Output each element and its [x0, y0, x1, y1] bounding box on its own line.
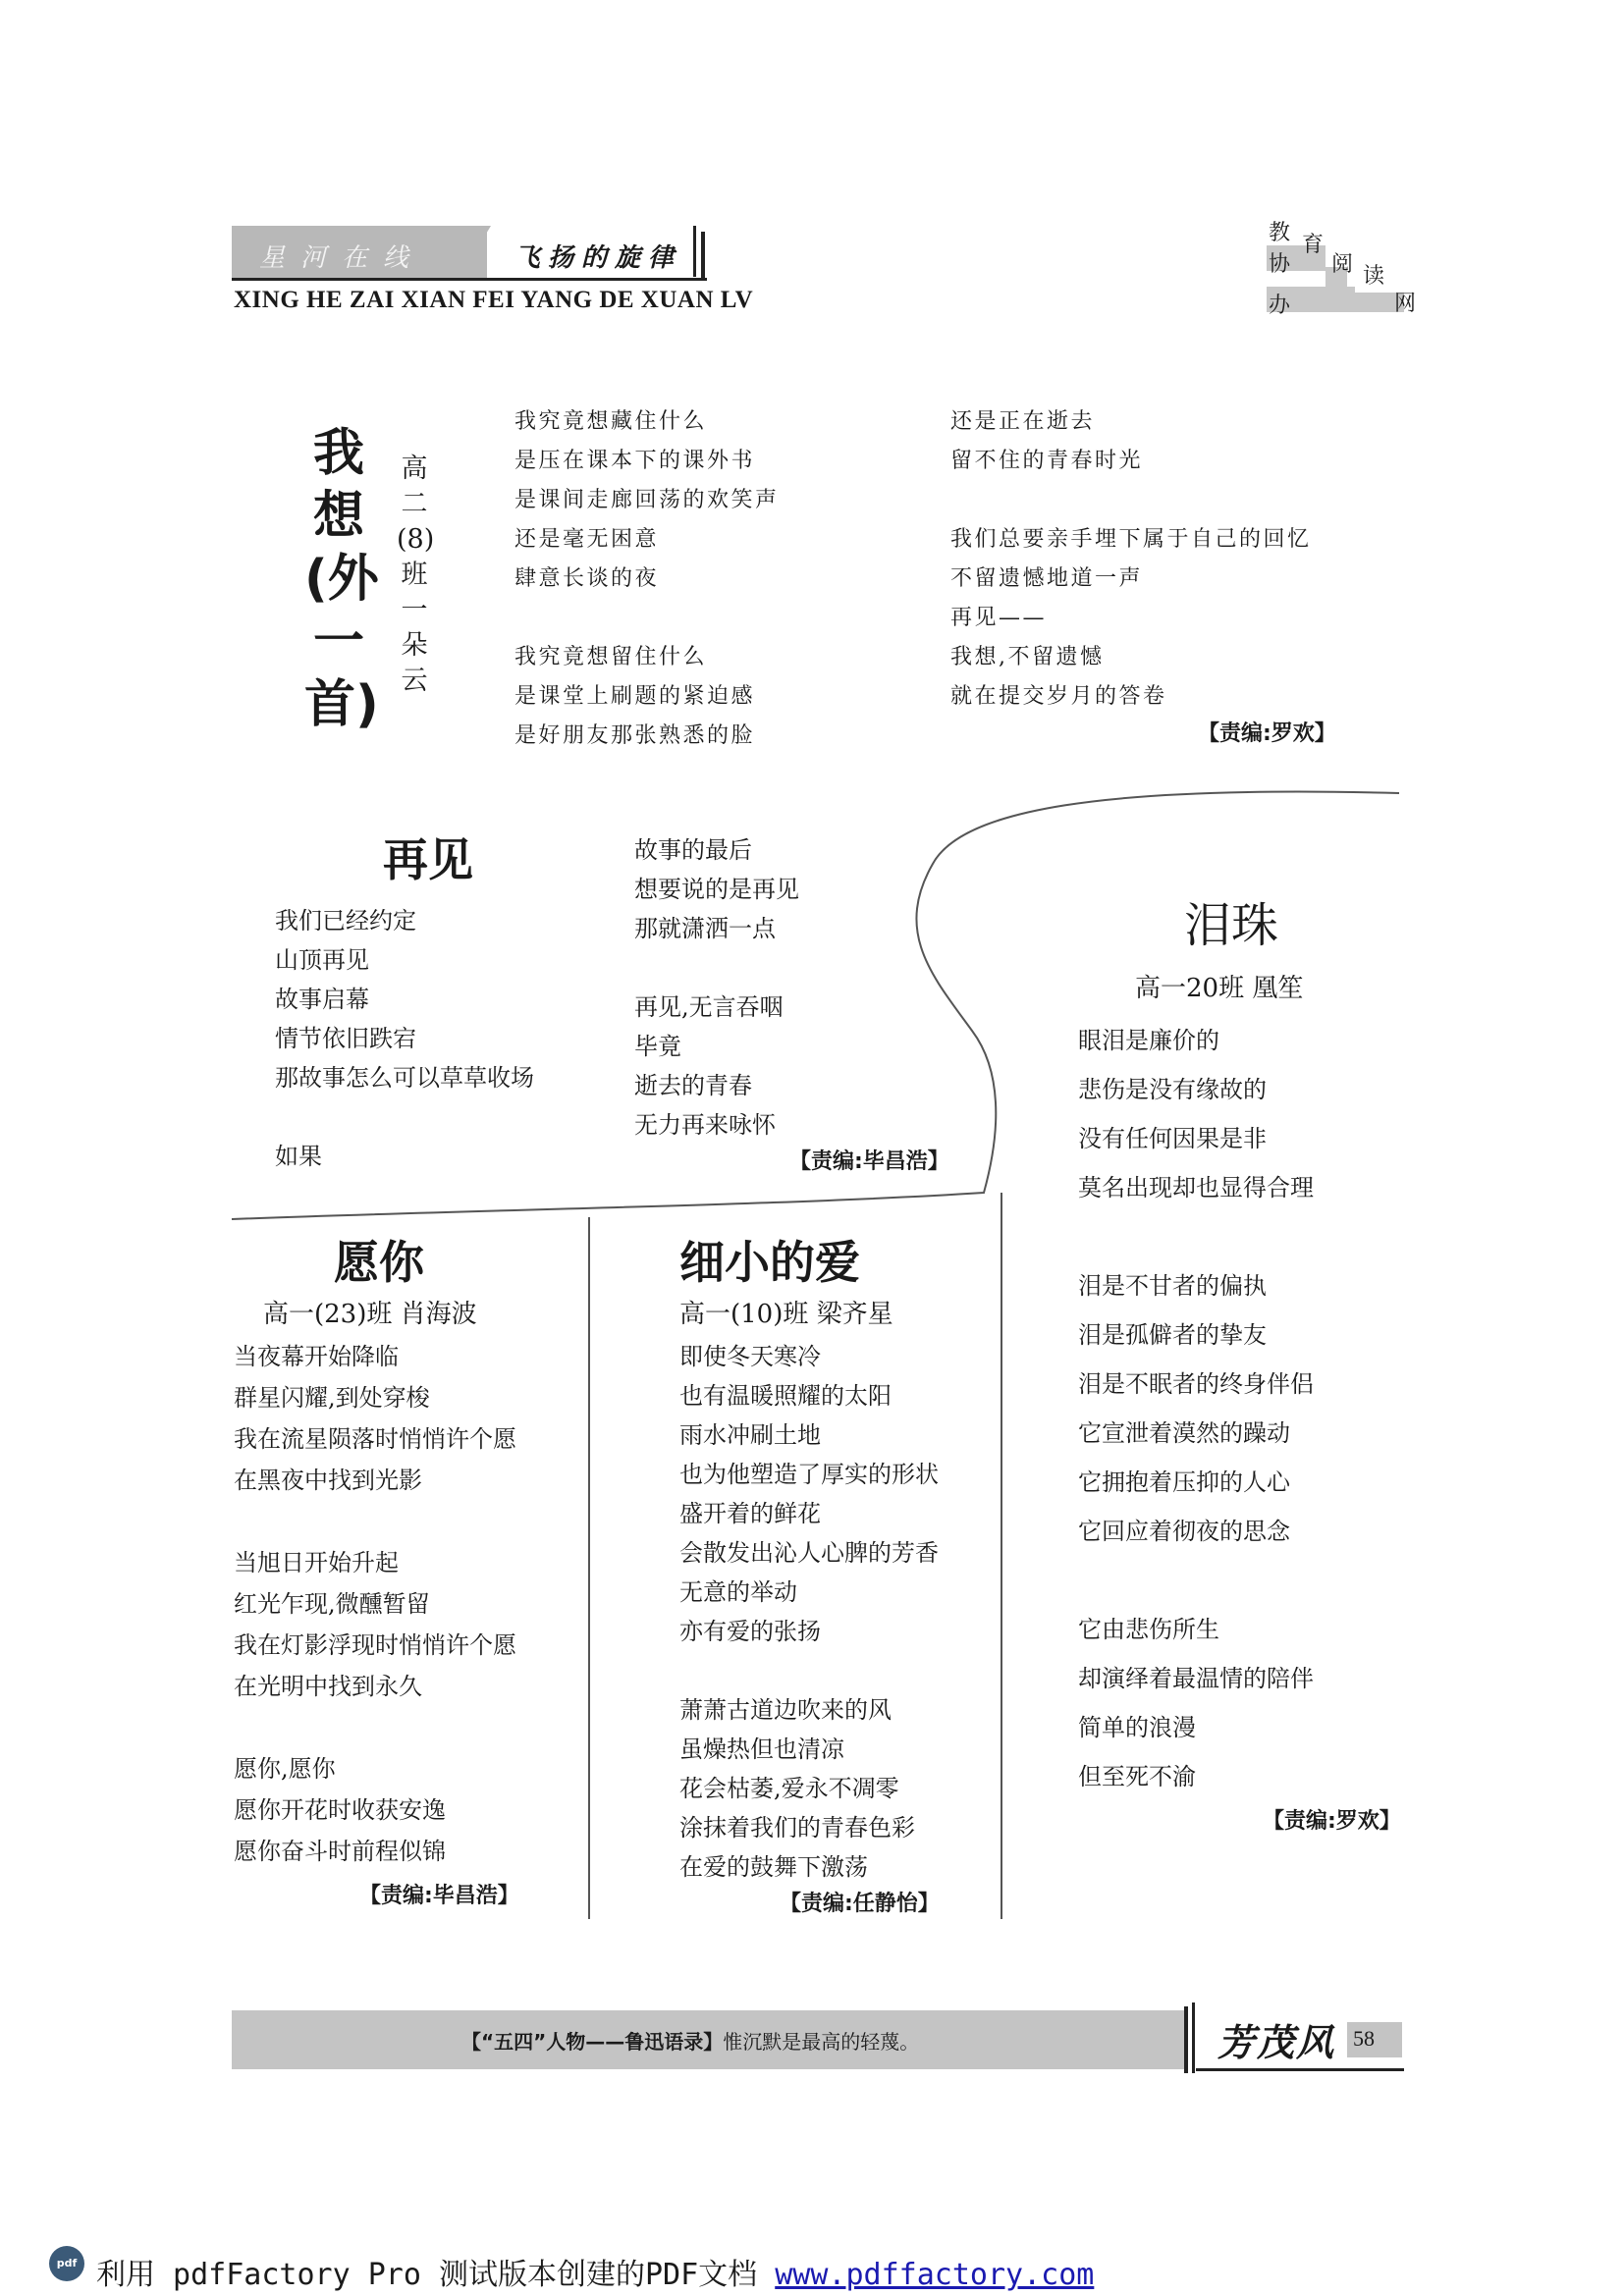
- poem5-title: 细小的爱: [679, 1236, 860, 1289]
- poem-line: 肆意长谈的夜: [514, 566, 660, 591]
- poem-line: 在黑夜中找到光影: [234, 1467, 422, 1494]
- poem-line: 我究竟想留住什么: [514, 645, 708, 669]
- poem-line: 是课堂上刷题的紧迫感: [514, 684, 756, 709]
- poem-line: 无意的举动: [679, 1578, 797, 1606]
- poem-line: 如果: [275, 1143, 322, 1170]
- poem-line: 没有任何因果是非: [1078, 1125, 1267, 1152]
- poem-line: 留不住的青春时光: [950, 449, 1144, 473]
- poem-line: 再见,无言吞咽: [634, 993, 784, 1021]
- poem-line: 亦有爱的张扬: [679, 1618, 821, 1645]
- poem1-author: 高二(8)班 一朵云: [397, 454, 435, 696]
- poem-line: 故事的最后: [634, 836, 752, 864]
- pdf-icon: pdf: [49, 2246, 84, 2281]
- footer-bar: [1192, 2002, 1195, 2073]
- poem-line: 那故事怎么可以草草收场: [275, 1064, 534, 1092]
- poem3-title: 泪珠: [1184, 898, 1279, 953]
- poem-line: 那就潇洒一点: [634, 915, 776, 942]
- poem-line: 想要说的是再见: [634, 876, 799, 903]
- poem-line: 也有温暖照耀的太阳: [679, 1382, 892, 1410]
- poem4-author: 高一(23)班 肖海波: [263, 1300, 477, 1329]
- poem-line: 盛开着的鲜花: [679, 1500, 821, 1527]
- logo-char: 办: [1269, 294, 1291, 318]
- footer-rule: [1196, 2068, 1404, 2071]
- poem-line: 我在灯影浮现时悄悄许个愿: [234, 1631, 516, 1659]
- poem-line: 在爱的鼓舞下激荡: [679, 1853, 868, 1881]
- poem-line: 但至死不渝: [1078, 1763, 1196, 1790]
- poem-line: 虽燥热但也清凉: [679, 1735, 844, 1763]
- logo-char: 教: [1269, 221, 1291, 245]
- poem-line: 简单的浪漫: [1078, 1714, 1196, 1741]
- poem-line: 泪是不眠者的终身伴侣: [1078, 1370, 1314, 1398]
- poem-line: 我想,不留遗憾: [950, 645, 1105, 669]
- poem-line: 涂抹着我们的青春色彩: [679, 1814, 915, 1842]
- poem-line: 萧萧古道边吹来的风: [679, 1696, 892, 1724]
- poem-line: 它由悲伤所生: [1078, 1616, 1219, 1643]
- poem-line: 它回应着彻夜的思念: [1078, 1518, 1290, 1545]
- poem-line: 是好朋友那张熟悉的脸: [514, 723, 756, 748]
- poem-line: 悲伤是没有缘故的: [1078, 1076, 1267, 1103]
- footer-quote: [461, 2026, 919, 2055]
- logo-char: 网: [1394, 292, 1417, 316]
- poem-line: 毕竟: [634, 1033, 681, 1060]
- logo-char: 读: [1363, 264, 1385, 289]
- poem-line: 是压在课本下的课外书: [514, 449, 756, 473]
- poem-line: 再见——: [950, 606, 1048, 630]
- poem-line: 群星闪耀,到处穿梭: [234, 1384, 430, 1412]
- poem-line: 红光乍现,微醺暂留: [234, 1590, 430, 1618]
- section-right-title: 飞扬的旋律: [514, 243, 682, 273]
- pdf-watermark-text: 利用 pdfFactory Pro 测试版本创建的PDF文档: [96, 2258, 776, 2292]
- footer-quote-label: 【“五四”人物——鲁迅语录】: [461, 2030, 724, 2054]
- poem-line: 还是毫无困意: [514, 527, 660, 552]
- poem-line: 泪是孤僻者的挚友: [1078, 1321, 1267, 1349]
- editor-credit: 【责编:任静怡】: [780, 1892, 940, 1916]
- poem-line: 是课间走廊回荡的欢笑声: [514, 488, 780, 512]
- poem-line: 当夜幕开始降临: [234, 1343, 399, 1370]
- poem-line: 即使冬天寒冷: [679, 1343, 821, 1370]
- poem2-title: 再见: [383, 833, 473, 886]
- logo-char: 育: [1302, 233, 1325, 257]
- logo-char: 阅: [1331, 252, 1354, 277]
- poem-line: 愿你开花时收获安逸: [234, 1796, 446, 1824]
- page-number: 58: [1353, 2026, 1375, 2051]
- poem-line: 山顶再见: [275, 946, 369, 974]
- poem-line: 眼泪是廉价的: [1078, 1027, 1219, 1054]
- poem-line: 雨水冲刷土地: [679, 1421, 821, 1449]
- poem-line: 我究竟想藏住什么: [514, 409, 708, 434]
- poem-line: 愿你,愿你: [234, 1755, 336, 1783]
- magazine-name: 芳茂风: [1217, 2020, 1336, 2064]
- editor-credit: 【责编:毕昌浩】: [359, 1884, 519, 1908]
- poem4-title: 愿你: [334, 1236, 424, 1289]
- poem-line: 逝去的青春: [634, 1072, 752, 1099]
- editor-credit: 【责编:罗欢】: [1198, 721, 1336, 746]
- editor-credit: 【责编:毕昌浩】: [789, 1149, 949, 1174]
- poem-line: 我们总要亲手埋下属于自己的回忆: [950, 527, 1312, 552]
- poem-line: 莫名出现却也显得合理: [1078, 1174, 1314, 1201]
- poem5-author: 高一(10)班 梁齐星: [679, 1300, 893, 1329]
- poem-line: 当旭日开始升起: [234, 1549, 399, 1576]
- poem-line: 无力再来咏怀: [634, 1111, 776, 1139]
- poem-line: 却演绎着最温情的陪伴: [1078, 1665, 1314, 1692]
- poem-line: 我们已经约定: [275, 907, 416, 934]
- editor-credit: 【责编:罗欢】: [1263, 1809, 1401, 1834]
- poem-line: 泪是不甘者的偏执: [1078, 1272, 1267, 1300]
- poem-line: 我在流星陨落时悄悄许个愿: [234, 1425, 516, 1453]
- poem-line: 情节依旧跌宕: [275, 1025, 416, 1052]
- poem-line: 它拥抱着压抑的人心: [1078, 1468, 1290, 1496]
- footer-bar: [1184, 2006, 1188, 2073]
- footer-quote-text: 惟沉默是最高的轻蔑。: [723, 2030, 920, 2054]
- pdf-watermark: [96, 2250, 1094, 2293]
- section-left-title: 星河在线: [259, 243, 425, 273]
- pdffactory-link[interactable]: www.pdffactory.com: [775, 2258, 1095, 2292]
- poem-line: 愿你奋斗时前程似锦: [234, 1838, 446, 1865]
- poem-line: 就在提交岁月的答卷: [950, 684, 1167, 709]
- poem-line: 会散发出沁人心脾的芳香: [679, 1539, 939, 1567]
- logo-char: 协: [1269, 252, 1291, 277]
- section-pinyin: XING HE ZAI XIAN FEI YANG DE XUAN LV: [234, 287, 754, 313]
- poem-line: 也为他塑造了厚实的形状: [679, 1461, 939, 1488]
- poem-line: 它宣泄着漠然的躁动: [1078, 1419, 1290, 1447]
- poem-line: 在光明中找到永久: [234, 1673, 422, 1700]
- poem-line: 花会枯萎,爱永不凋零: [679, 1775, 899, 1802]
- poem-line: 还是正在逝去: [950, 409, 1096, 434]
- poem3-author: 高一20班 凰笙: [1135, 974, 1304, 1003]
- poem-line: 不留遗憾地道一声: [950, 566, 1144, 591]
- poem1-title: 我想(外一首): [304, 424, 379, 734]
- poem-line: 故事启幕: [275, 986, 369, 1013]
